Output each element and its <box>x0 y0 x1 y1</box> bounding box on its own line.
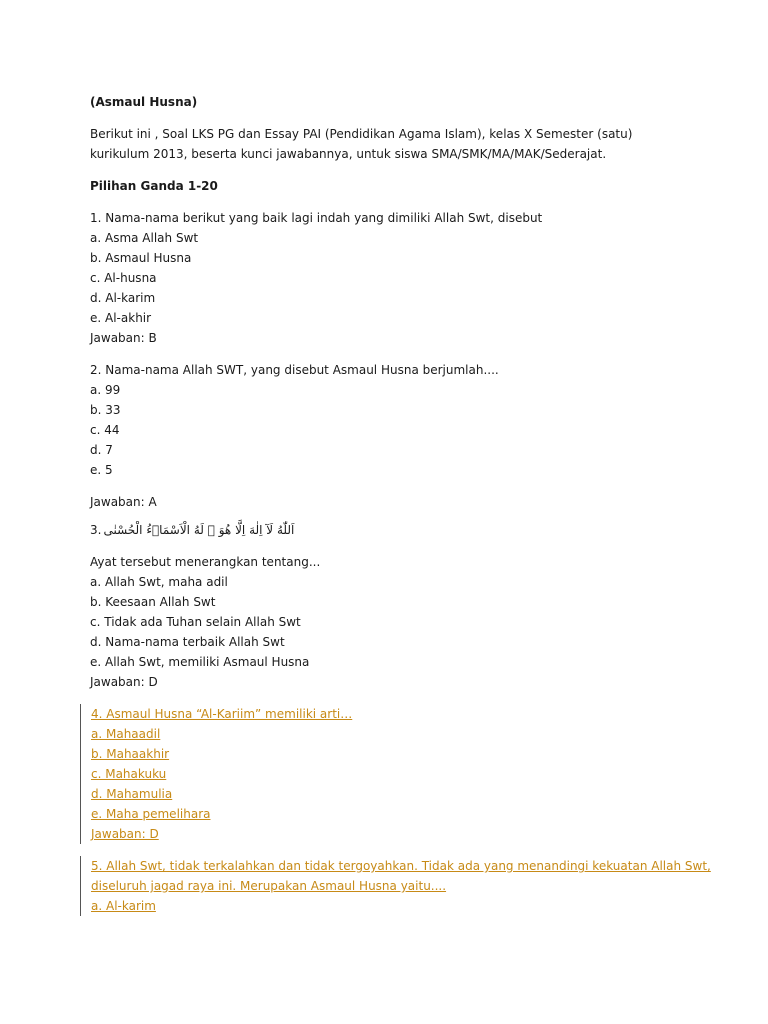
question-1-option-b: b. Asmaul Husna <box>90 251 192 265</box>
question-3-option-c: c. Tidak ada Tuhan selain Allah Swt <box>90 615 301 629</box>
question-4-option-a: a. Mahaadil <box>91 727 161 741</box>
question-2-option-b: b. 33 <box>90 403 121 417</box>
document-body <box>90 92 711 916</box>
question-3-option-b: b. Keesaan Allah Swt <box>90 595 216 609</box>
question-1-option-a: a. Asma Allah Swt <box>90 231 199 245</box>
section-title: Pilihan Ganda 1-20 <box>90 179 218 193</box>
question-5-option-a: a. Al-karim <box>91 899 156 913</box>
question-2-answer: Jawaban: A <box>90 495 157 509</box>
question-3-option-e: e. Allah Swt, memiliki Asmaul Husna <box>90 655 310 669</box>
question-4-text: 4. Asmaul Husna “Al-Kariim” memiliki arti… <box>91 707 353 721</box>
question-1 <box>90 208 690 348</box>
question-3-answer: Jawaban: D <box>90 675 158 689</box>
question-3-text: Ayat tersebut menerangkan tentang... <box>90 555 321 569</box>
question-3-option-a: a. Allah Swt, maha adil <box>90 575 228 589</box>
question-3-option-d: d. Nama-nama terbaik Allah Swt <box>90 635 285 649</box>
question-3 <box>90 518 690 692</box>
question-4-option-c: c. Mahakuku <box>91 767 167 781</box>
question-1-option-c: c. Al-husna <box>90 271 157 285</box>
question-4-option-d: d. Mahamulia <box>91 787 173 801</box>
question-2-option-a: a. 99 <box>90 383 121 397</box>
question-5-text-line-1: 5. Allah Swt, tidak terkalahkan dan tidak tergoyahkan. Tidak ada yang menandingi kekuatan Allah Swt, <box>91 859 711 873</box>
question-4-option-e: e. Maha pemelihara <box>91 807 211 821</box>
intro-paragraph: Berikut ini , Soal LKS PG dan Essay PAI (Pendidikan Agama Islam), kelas X Semester (satu) kurikulum 2013, beserta kunci jawabannya, untuk siswa SMA/SMK/MA/MAK/Sederajat. <box>90 127 633 161</box>
question-1-option-d: d. Al-karim <box>90 291 156 305</box>
question-2-option-c: c. 44 <box>90 423 120 437</box>
question-4-tracked-change <box>80 704 690 844</box>
question-3-verse <box>90 518 690 542</box>
question-4-option-b: b. Mahaakhir <box>91 747 170 761</box>
question-5-text-line-2: diseluruh jagad raya ini. Merupakan Asmaul Husna yaitu.... <box>91 879 447 893</box>
question-1-option-e: e. Al-akhir <box>90 311 152 325</box>
question-4-answer: Jawaban: D <box>91 827 159 841</box>
question-5-tracked-change <box>80 856 711 916</box>
question-3-number: 3. <box>90 523 102 537</box>
document-heading: (Asmaul Husna) <box>90 95 198 109</box>
question-2-option-d: d. 7 <box>90 443 113 457</box>
question-2-text: 2. Nama-nama Allah SWT, yang disebut Asmaul Husna berjumlah.... <box>90 363 499 377</box>
question-2 <box>90 360 690 512</box>
question-1-answer: Jawaban: B <box>90 331 157 345</box>
arabic-verse: اَللّٰهُ لَآ اِلٰهَ اِلَّا هُوَ ۗ لَهُ الْاَسْمَاۤءُ الْحُسْنٰى <box>103 523 295 537</box>
question-2-option-e: e. 5 <box>90 463 113 477</box>
question-1-text: 1. Nama-nama berikut yang baik lagi indah yang dimiliki Allah Swt, disebut <box>90 211 543 225</box>
